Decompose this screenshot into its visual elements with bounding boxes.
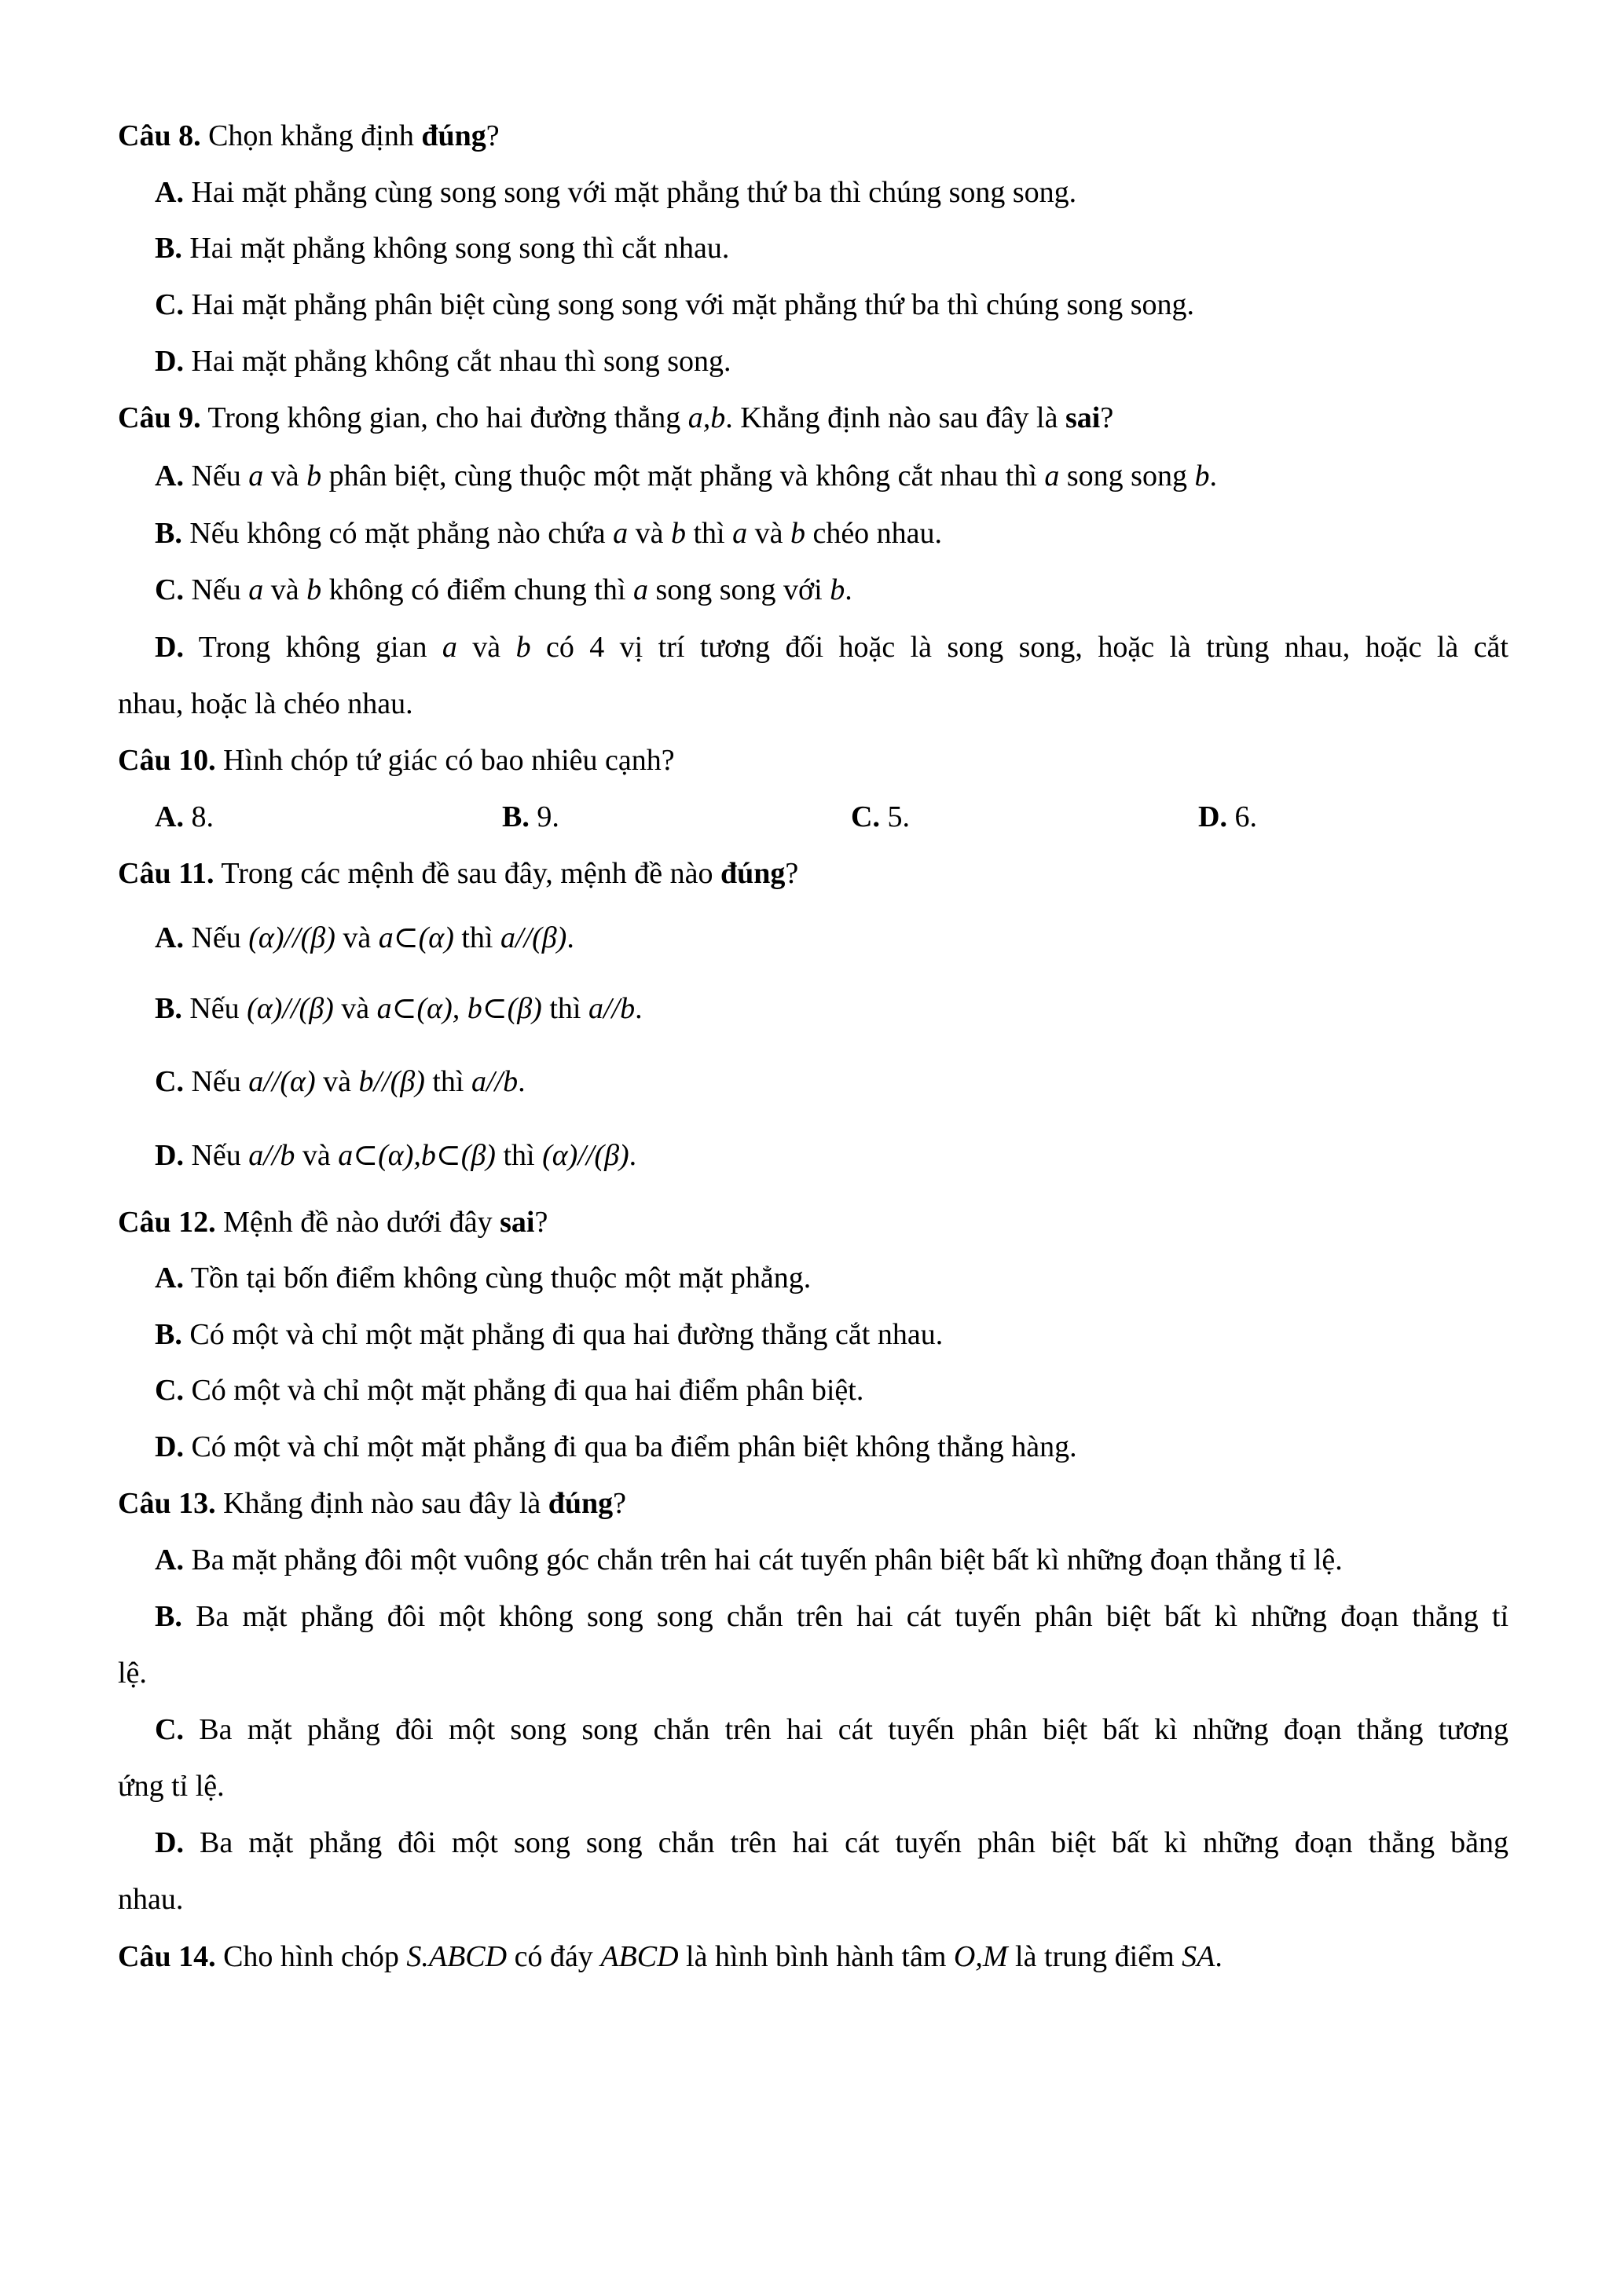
- option-text: phân biệt, cùng thuộc một mặt phẳng và không cắt nhau thì: [321, 460, 1045, 493]
- question-label: Câu 11.: [118, 857, 214, 890]
- option-text: song song: [1059, 460, 1195, 493]
- option-letter: A.: [155, 1262, 184, 1294]
- option-text: Nếu: [191, 460, 249, 493]
- question-13: [118, 1485, 626, 1522]
- option-text: và: [456, 631, 516, 664]
- option-text: Nếu không có mặt phẳng nào chứa: [189, 517, 614, 550]
- option-letter: C.: [155, 288, 184, 321]
- question-emphasis: đúng: [720, 857, 786, 890]
- question-label: Câu 13.: [118, 1487, 216, 1520]
- option-letter: B.: [502, 800, 530, 833]
- math-expression: SA: [1182, 1940, 1215, 1973]
- math-expression: (α)//(β): [248, 921, 335, 954]
- question-label: Câu 12.: [118, 1206, 216, 1239]
- option-text: song song với: [647, 573, 830, 606]
- option-letter: D.: [155, 1826, 184, 1859]
- q8-option-d: [155, 342, 731, 380]
- option-text: và: [263, 573, 307, 606]
- option-text: Có một và chỉ một mặt phẳng đi qua ba điểm phân biệt không thẳng hàng.: [191, 1430, 1077, 1463]
- option-letter: B.: [155, 1600, 182, 1633]
- question-11: [118, 855, 798, 892]
- option-text: Ba mặt phẳng đôi một vuông góc chắn trên hai cát tuyến phân biệt bất kì những đoạn thẳng tỉ lệ.: [191, 1543, 1343, 1576]
- math-var: b: [306, 573, 322, 606]
- math-expression: a//(α): [248, 1065, 316, 1098]
- question-10: [118, 742, 675, 779]
- option-letter: D.: [1198, 800, 1227, 833]
- option-text: 8.: [191, 800, 214, 833]
- option-letter: C.: [155, 573, 184, 606]
- option-text: Ba mặt phẳng đôi một song song chắn trên hai cát tuyến phân biệt bất kì những đoạn thẳng bằng: [200, 1826, 1509, 1859]
- q8-option-b: [155, 229, 729, 267]
- option-text: 6.: [1234, 800, 1257, 833]
- option-text: và: [295, 1139, 339, 1172]
- option-text: và: [628, 517, 671, 550]
- option-text: và: [335, 921, 379, 954]
- option-text: .: [518, 1065, 526, 1098]
- question-text: . Khẳng định nào sau đây là: [725, 401, 1065, 434]
- math-expression: O,M: [953, 1940, 1008, 1973]
- question-end: ?: [486, 119, 500, 152]
- option-text: Nếu: [189, 992, 247, 1025]
- option-text: và: [263, 460, 307, 493]
- question-end: ?: [613, 1487, 627, 1520]
- option-text: Hai mặt phẳng cùng song song với mặt phẳng thứ ba thì chúng song song.: [191, 176, 1077, 209]
- q9-option-d-continuation: nhau, hoặc là chéo nhau.: [118, 687, 413, 720]
- q12-option-b: [155, 1316, 943, 1353]
- question-emphasis: sai: [1065, 401, 1101, 434]
- question-text: .: [1215, 1940, 1223, 1973]
- option-text: 9.: [537, 800, 559, 833]
- q9-option-d: [155, 628, 1509, 666]
- math-expression: b//(β): [358, 1065, 425, 1098]
- option-letter: B.: [155, 517, 182, 550]
- option-text: thì: [424, 1065, 471, 1098]
- question-emphasis: đúng: [421, 119, 486, 152]
- q13-option-b-continuation: lệ.: [118, 1657, 147, 1690]
- option-letter: C.: [851, 800, 880, 833]
- option-letter: D.: [155, 1139, 184, 1172]
- question-label: Câu 9.: [118, 401, 201, 434]
- option-letter: C.: [155, 1713, 184, 1746]
- question-14: [118, 1938, 1223, 1976]
- math-var: a: [732, 517, 748, 550]
- q9-option-c: [155, 571, 852, 609]
- q13-option-d-continuation: nhau.: [118, 1883, 184, 1916]
- question-text: Trong các mệnh đề sau đây, mệnh đề nào: [221, 857, 720, 890]
- question-text: Trong không gian, cho hai đường thẳng: [207, 401, 688, 434]
- question-emphasis: đúng: [548, 1487, 614, 1520]
- option-letter: C.: [155, 1065, 184, 1098]
- q10-option-b: [502, 798, 559, 836]
- option-text: Có một và chỉ một mặt phẳng đi qua hai đường thẳng cắt nhau.: [189, 1318, 944, 1351]
- math-expression: a//b: [471, 1065, 519, 1098]
- math-var: a: [248, 573, 264, 606]
- option-letter: D.: [155, 1430, 184, 1463]
- question-label: Câu 14.: [118, 1940, 216, 1973]
- q8-option-c: [155, 286, 1194, 324]
- option-text: thì: [453, 921, 500, 954]
- q12-option-d: [155, 1428, 1077, 1466]
- math-var: a: [1044, 460, 1060, 493]
- math-var: a: [632, 573, 648, 606]
- q12-option-c: [155, 1371, 863, 1409]
- option-text: và: [333, 992, 377, 1025]
- math-var: b: [306, 460, 322, 493]
- option-text: 5.: [887, 800, 910, 833]
- option-text: thì: [541, 992, 588, 1025]
- question-9: [118, 399, 1113, 437]
- math-var: a: [248, 460, 264, 493]
- q11-option-a: [155, 919, 574, 957]
- option-text: Hai mặt phẳng không cắt nhau thì song song.: [191, 345, 731, 378]
- q8-option-a: [155, 174, 1076, 211]
- q10-option-c: [851, 798, 910, 836]
- math-var: b: [515, 631, 531, 664]
- q13-option-a: [155, 1541, 1343, 1579]
- option-text: Nếu: [191, 921, 249, 954]
- q11-option-b: [155, 990, 643, 1027]
- option-letter: C.: [155, 1374, 184, 1407]
- math-expression: (α)//(β): [542, 1139, 629, 1172]
- q13-option-d: [155, 1824, 1509, 1862]
- math-var: b: [790, 517, 805, 550]
- option-text: Hai mặt phẳng phân biệt cùng song song với mặt phẳng thứ ba thì chúng song song.: [191, 288, 1195, 321]
- question-label: Câu 8.: [118, 119, 201, 152]
- option-text: và: [315, 1065, 359, 1098]
- question-text: Hình chóp tứ giác có bao nhiêu cạnh?: [223, 744, 675, 777]
- math-expression: a,b: [687, 401, 726, 434]
- q9-option-b: [155, 514, 942, 552]
- question-text: có đáy: [507, 1940, 601, 1973]
- math-expression: S.ABCD: [406, 1940, 508, 1973]
- question-text: Chọn khẳng định: [208, 119, 422, 152]
- option-letter: A.: [155, 176, 184, 209]
- option-text: Nếu: [191, 1139, 249, 1172]
- q9-option-a: [155, 457, 1217, 495]
- option-text: .: [845, 573, 852, 606]
- q10-option-a: [155, 798, 214, 836]
- math-expression: a⊂(α): [378, 921, 454, 954]
- math-var: b: [830, 573, 845, 606]
- math-var: b: [1194, 460, 1210, 493]
- question-emphasis: sai: [500, 1206, 535, 1239]
- option-text: Hai mặt phẳng không song song thì cắt nhau.: [189, 232, 730, 265]
- option-letter: B.: [155, 1318, 182, 1351]
- option-text: Ba mặt phẳng đôi một không song song chắn trên hai cát tuyến phân biệt bất kì những đoạn thẳng tỉ: [196, 1600, 1509, 1633]
- question-end: ?: [534, 1206, 548, 1239]
- q10-option-d: [1198, 798, 1257, 836]
- math-expression: ABCD: [600, 1940, 679, 1973]
- option-text: .: [566, 921, 574, 954]
- q11-option-c: [155, 1063, 526, 1100]
- option-text: có 4 vị trí tương đối hoặc là song song, hoặc là trùng nhau, hoặc là cắt: [530, 631, 1509, 664]
- option-text: và: [747, 517, 790, 550]
- math-expression: (α)//(β): [247, 992, 334, 1025]
- option-letter: A.: [155, 921, 184, 954]
- option-text: Tồn tại bốn điểm không cùng thuộc một mặt phẳng.: [190, 1262, 812, 1294]
- question-text: là trung điểm: [1007, 1940, 1182, 1973]
- option-letter: A.: [155, 1543, 184, 1576]
- question-text: Khẳng định nào sau đây là: [223, 1487, 548, 1520]
- option-letter: A.: [155, 800, 184, 833]
- question-end: ?: [1100, 401, 1114, 434]
- option-text: Có một và chỉ một mặt phẳng đi qua hai điểm phân biệt.: [191, 1374, 864, 1407]
- option-letter: A.: [155, 460, 184, 493]
- q12-option-a: [155, 1259, 811, 1297]
- option-letter: B.: [155, 232, 182, 265]
- option-text: .: [1209, 460, 1217, 493]
- q11-option-d: [155, 1137, 636, 1174]
- math-var: a: [442, 631, 457, 664]
- question-end: ?: [785, 857, 799, 890]
- option-letter: B.: [155, 992, 182, 1025]
- option-letter: D.: [155, 345, 184, 378]
- option-text: Ba mặt phẳng đôi một song song chắn trên hai cát tuyến phân biệt bất kì những đoạn thẳng tương: [199, 1713, 1509, 1746]
- math-expression: a//(β): [500, 921, 567, 954]
- option-letter: D.: [155, 631, 184, 664]
- math-var: b: [670, 517, 686, 550]
- math-var: a: [613, 517, 629, 550]
- option-text: Nếu: [191, 1065, 249, 1098]
- q13-option-b: [155, 1598, 1509, 1635]
- question-text: là hình bình hành tâm: [678, 1940, 954, 1973]
- option-text: thì: [495, 1139, 543, 1172]
- option-text: Nếu: [191, 573, 249, 606]
- math-expression: a⊂(α),b⊂(β): [338, 1139, 496, 1172]
- q13-option-c-continuation: ứng tỉ lệ.: [118, 1770, 225, 1803]
- question-12: [118, 1203, 548, 1241]
- q13-option-c: [155, 1711, 1509, 1749]
- question-text: Mệnh đề nào dưới đây: [223, 1206, 500, 1239]
- option-text: Trong không gian: [198, 631, 442, 664]
- option-text: thì: [685, 517, 733, 550]
- question-label: Câu 10.: [118, 744, 216, 777]
- option-text: .: [635, 992, 643, 1025]
- math-expression: a⊂(α), b⊂(β): [376, 992, 542, 1025]
- question-text: Cho hình chóp: [223, 1940, 407, 1973]
- math-expression: a//b: [588, 992, 636, 1025]
- option-text: chéo nhau.: [805, 517, 943, 550]
- question-8: [118, 117, 500, 155]
- math-expression: a//b: [248, 1139, 295, 1172]
- option-text: không có điểm chung thì: [321, 573, 633, 606]
- option-text: .: [629, 1139, 637, 1172]
